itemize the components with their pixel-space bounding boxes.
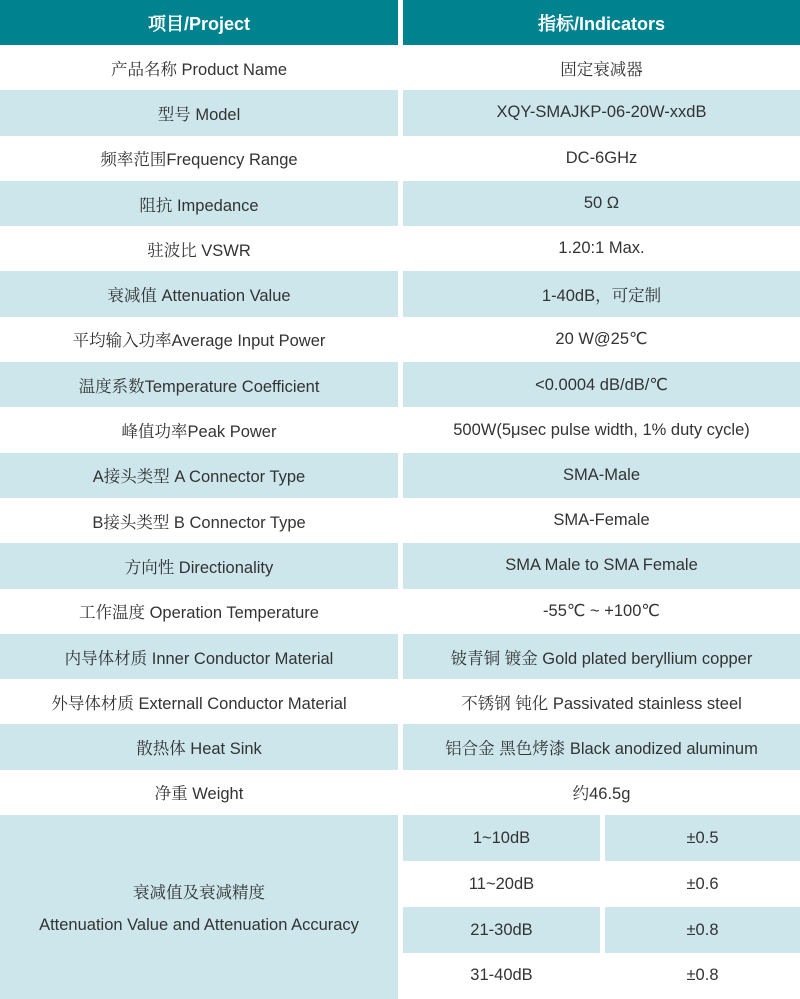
spec-row-peak-power xyxy=(0,407,800,452)
attenuation-subrow xyxy=(403,815,800,861)
spec-label-cell: A接头类型 A Connector Type xyxy=(0,453,398,498)
spec-value-cell: XQY-SMAJKP-06-20W-xxdB xyxy=(403,90,800,135)
spec-value-cell: 500W(5μsec pulse width, 1% duty cycle) xyxy=(403,407,800,452)
spec-label-cell: 工作温度 Operation Temperature xyxy=(0,589,398,634)
spec-label-cell: 峰值功率Peak Power xyxy=(0,407,398,452)
spec-label-cell: 频率范围Frequency Range xyxy=(0,136,398,181)
attenuation-accuracy-cell: ±0.8 xyxy=(605,953,800,999)
spec-value-cell: <0.0004 dB/dB/℃ xyxy=(403,362,800,407)
spec-value-cell: DC-6GHz xyxy=(403,136,800,181)
spec-row-a-connector-type xyxy=(0,453,800,498)
attenuation-range-cell: 1~10dB xyxy=(403,815,600,861)
spec-value-cell: SMA-Female xyxy=(403,498,800,543)
spec-row-operation-temperature xyxy=(0,589,800,634)
spec-label-cell: 驻波比 VSWR xyxy=(0,226,398,271)
spec-label-cell: 型号 Model xyxy=(0,90,398,135)
spec-row-external-conductor-material xyxy=(0,679,800,724)
attenuation-label-cn: 衰减值及衰减精度 xyxy=(133,884,265,903)
attenuation-range-cell: 31-40dB xyxy=(403,953,600,999)
attenuation-range-cell: 21-30dB xyxy=(403,907,600,953)
spec-row-average-input-power xyxy=(0,317,800,362)
spec-row-temperature-coefficient xyxy=(0,362,800,407)
attenuation-label-cell xyxy=(0,815,398,999)
spec-row-model xyxy=(0,90,800,135)
spec-row-directionality xyxy=(0,543,800,588)
spec-value-cell: 约46.5g xyxy=(403,770,800,815)
spec-row-frequency-range xyxy=(0,136,800,181)
attenuation-subrow xyxy=(403,953,800,999)
spec-label-cell: 外导体材质 Externall Conductor Material xyxy=(0,679,398,724)
spec-value-cell: 50 Ω xyxy=(403,181,800,226)
attenuation-subrow xyxy=(403,907,800,953)
spec-row-impedance xyxy=(0,181,800,226)
spec-label-cell: 散热体 Heat Sink xyxy=(0,724,398,769)
attenuation-accuracy-cell: ±0.5 xyxy=(605,815,800,861)
spec-label-cell: 产品名称 Product Name xyxy=(0,45,398,90)
attenuation-label-en: Attenuation Value and Attenuation Accuracy xyxy=(39,916,359,935)
attenuation-range-cell: 11~20dB xyxy=(403,861,600,907)
spec-label-cell: 方向性 Directionality xyxy=(0,543,398,588)
spec-row-inner-conductor-material xyxy=(0,634,800,679)
header-indicators-cell: 指标/Indicators xyxy=(403,0,800,45)
spec-label-cell: 温度系数Temperature Coefficient xyxy=(0,362,398,407)
header-project-cell: 项目/Project xyxy=(0,0,398,45)
spec-value-cell: SMA Male to SMA Female xyxy=(403,543,800,588)
attenuation-accuracy-cell: ±0.8 xyxy=(605,907,800,953)
spec-row-weight xyxy=(0,770,800,815)
spec-value-cell: 不锈钢 钝化 Passivated stainless steel xyxy=(403,679,800,724)
spec-value-cell: 1-40dB，可定制 xyxy=(403,271,800,316)
spec-row-product-name xyxy=(0,45,800,90)
spec-value-cell: -55℃ ~ +100℃ xyxy=(403,589,800,634)
spec-label-cell: 阻抗 Impedance xyxy=(0,181,398,226)
spec-row-b-connector-type xyxy=(0,498,800,543)
spec-row-heat-sink xyxy=(0,724,800,769)
spec-value-cell: 铍青铜 镀金 Gold plated beryllium copper xyxy=(403,634,800,679)
spec-value-cell: SMA-Male xyxy=(403,453,800,498)
attenuation-subrow xyxy=(403,861,800,907)
attenuation-subrows xyxy=(403,815,800,999)
spec-row-attenuation-value xyxy=(0,271,800,316)
spec-value-cell: 1.20:1 Max. xyxy=(403,226,800,271)
spec-label-cell: 净重 Weight xyxy=(0,770,398,815)
spec-value-cell: 固定衰减器 xyxy=(403,45,800,90)
table-header-row xyxy=(0,0,800,45)
spec-value-cell: 铝合金 黑色烤漆 Black anodized aluminum xyxy=(403,724,800,769)
attenuation-accuracy-section xyxy=(0,815,800,999)
spec-value-cell: 20 W@25℃ xyxy=(403,317,800,362)
spec-row-vswr xyxy=(0,226,800,271)
spec-label-cell: 衰减值 Attenuation Value xyxy=(0,271,398,316)
spec-label-cell: 平均输入功率Average Input Power xyxy=(0,317,398,362)
spec-label-cell: B接头类型 B Connector Type xyxy=(0,498,398,543)
spec-label-cell: 内导体材质 Inner Conductor Material xyxy=(0,634,398,679)
attenuation-accuracy-cell: ±0.6 xyxy=(605,861,800,907)
